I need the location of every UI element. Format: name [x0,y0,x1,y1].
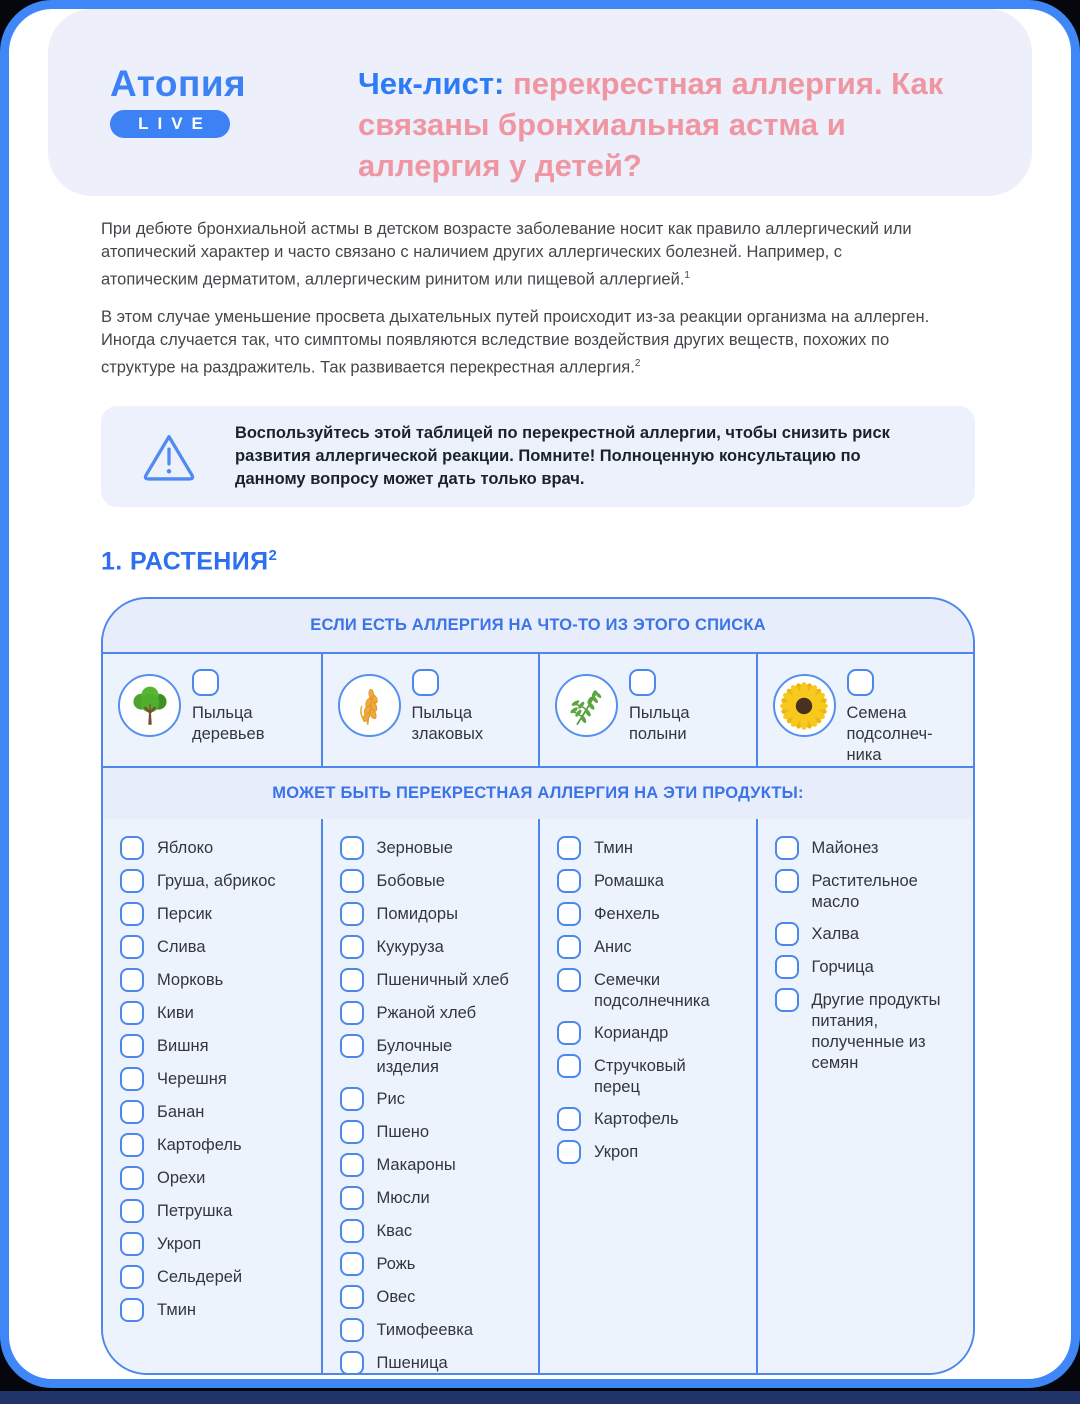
product-item [340,836,515,860]
product-label: Мюсли [376,1189,430,1208]
logo [110,63,358,138]
intro-paragraph-1 [101,218,935,292]
product-label: Семечки подсолнечника [594,971,710,1011]
product-item [557,1054,732,1098]
product-checkbox[interactable] [340,935,364,959]
product-item [557,935,732,959]
allergen-checkbox[interactable] [629,669,656,696]
product-column-sunflower [756,819,974,1375]
product-checkbox[interactable] [340,902,364,926]
product-label: Фенхель [594,905,660,924]
product-label: Укроп [594,1143,639,1162]
wormwood-icon [555,674,618,737]
product-label: Халва [811,925,860,944]
product-checkbox[interactable] [557,836,581,860]
product-item [120,1067,297,1091]
product-item [775,922,950,946]
product-label: Рис [376,1090,405,1109]
product-item [340,1034,515,1078]
product-label: Овес [376,1288,416,1307]
product-label: Булочные изделия [376,1037,453,1077]
table-header-allergens: ЕСЛИ ЕСТЬ АЛЛЕРГИЯ НА ЧТО-ТО ИЗ ЭТОГО СПИСКА [103,599,973,652]
product-item [557,836,732,860]
product-checkbox[interactable] [340,1001,364,1025]
product-checkbox[interactable] [340,968,364,992]
product-item [120,1199,297,1223]
title-rest: перекрестная аллергия. Как связаны бронхиальная астма и аллергия у детей? [358,66,944,183]
product-item [557,902,732,926]
product-item [340,1219,515,1243]
footnote-ref-2: 2 [634,357,641,369]
product-item [120,1265,297,1289]
product-label: Укроп [157,1235,202,1254]
footnote-ref-1: 1 [684,270,690,281]
product-item [340,1285,515,1309]
product-checkbox[interactable] [557,1021,581,1045]
product-label: Другие продукты питания, полученные из семян [811,991,941,1073]
product-label: Пшеница [376,1354,448,1373]
product-label: Ромашка [594,872,664,891]
product-checkbox[interactable] [775,836,799,860]
product-label: Горчица [811,958,874,977]
product-item [120,869,297,893]
product-item [557,1107,732,1131]
section-heading-text: 1. РАСТЕНИЯ [101,547,269,576]
intro-paragraph-2 [101,306,935,380]
product-checkbox[interactable] [340,1285,364,1309]
section-heading [101,547,979,576]
title-lead: Чек-лист: [358,66,505,101]
product-item [120,836,297,860]
product-item [120,1001,297,1025]
product-checkbox[interactable] [120,1133,144,1157]
product-checkbox[interactable] [120,902,144,926]
product-checkbox[interactable] [340,1034,364,1058]
product-label: Груша, абрикос [157,872,276,891]
product-checkbox[interactable] [557,902,581,926]
product-item [557,1021,732,1045]
product-label: Рожь [376,1255,416,1274]
product-item [557,869,732,893]
product-checkbox[interactable] [120,1199,144,1223]
product-item [557,1140,732,1164]
alert-text: Воспользуйтесь этой таблицей по перекрестной аллергии, чтобы снизить риск развития аллергической реакции. Помните! Полноценную консультацию по данному вопросу может дать только врач. [235,424,890,488]
product-checkbox[interactable] [340,1351,364,1375]
product-label: Ржаной хлеб [376,1004,477,1023]
allergen-row [103,652,973,768]
product-label: Картофель [157,1136,242,1155]
product-item [775,836,950,860]
product-column-wormwood [538,819,756,1375]
product-item [775,869,950,913]
product-checkbox[interactable] [340,836,364,860]
product-item [340,968,515,992]
wheat-icon [338,674,401,737]
allergen-cell-tree-pollen [103,654,321,766]
product-item [340,935,515,959]
allergen-label: Пыльца полыни [629,704,690,744]
product-label: Пшеничный хлеб [376,971,509,990]
product-checkbox[interactable] [120,1265,144,1289]
tree-icon [118,674,181,737]
product-label: Квас [376,1222,413,1241]
product-checkbox[interactable] [120,1298,144,1322]
product-checkbox[interactable] [340,1252,364,1276]
product-checkbox[interactable] [340,869,364,893]
allergen-cell-sunflower-seeds [756,654,974,766]
product-label: Картофель [594,1110,679,1129]
product-label: Стручковый перец [594,1057,686,1097]
product-item [120,1034,297,1058]
product-checkbox[interactable] [120,1001,144,1025]
product-checkbox[interactable] [340,1219,364,1243]
product-item [340,869,515,893]
product-item [120,1298,297,1322]
product-item [120,968,297,992]
product-checkbox[interactable] [120,869,144,893]
product-checkbox[interactable] [120,935,144,959]
product-label: Банан [157,1103,205,1122]
product-label: Зерновые [376,839,453,858]
product-checkbox[interactable] [340,1120,364,1144]
product-label: Помидоры [376,905,458,924]
product-checkbox[interactable] [340,1153,364,1177]
product-item [557,968,732,1012]
product-label: Анис [594,938,632,957]
product-item [340,1351,515,1375]
allergen-label: Пыльца деревьев [192,704,265,744]
product-item [120,1133,297,1157]
brand-name: Атопия [110,63,247,104]
product-checkbox[interactable] [557,1054,581,1078]
product-label: Орехи [157,1169,206,1188]
product-label: Черешня [157,1070,227,1089]
product-checkbox[interactable] [120,836,144,860]
product-label: Вишня [157,1037,209,1056]
allergen-cell-grass-pollen [321,654,539,766]
content [9,218,1071,1375]
product-checkbox[interactable] [340,1087,364,1111]
product-item [340,1318,515,1342]
product-label: Растительное масло [811,872,918,912]
product-checkbox[interactable] [120,1034,144,1058]
product-label: Морковь [157,971,224,990]
product-checkbox[interactable] [775,922,799,946]
product-item [120,935,297,959]
page-title [358,63,970,186]
product-label: Персик [157,905,212,924]
product-item [340,1153,515,1177]
intro-paragraph-2-text: В этом случае уменьшение просвета дыхательных путей происходит из-за реакции организма на аллерген. Иногда случается так, что симптомы появляются вследствие воздействия других веществ, похожих по структуре на раздражитель. Так развивается перекрестная аллергия. [101,307,930,376]
product-item [340,1252,515,1276]
bottom-strip [0,1391,1080,1404]
product-label: Тимофеевка [376,1321,474,1340]
product-checkbox[interactable] [775,988,799,1012]
product-label: Тмин [594,839,634,858]
product-checkbox[interactable] [557,869,581,893]
product-checkbox[interactable] [557,935,581,959]
allergen-cell-wormwood-pollen [538,654,756,766]
live-badge: LIVE [110,110,230,138]
product-label: Кукуруза [376,938,444,957]
product-item [120,1100,297,1124]
allergen-checkbox[interactable] [412,669,439,696]
product-column-tree [103,819,321,1375]
product-label: Петрушка [157,1202,233,1221]
alert-box [101,406,975,507]
header [48,9,1032,196]
allergen-checkbox[interactable] [847,669,874,696]
product-checkbox[interactable] [340,1186,364,1210]
product-item [340,1087,515,1111]
product-item [340,1186,515,1210]
sunflower-icon [773,674,836,737]
product-checkbox[interactable] [120,1232,144,1256]
product-item [775,988,950,1074]
product-checkbox[interactable] [775,869,799,893]
warning-triangle-icon [141,431,197,483]
allergen-checkbox[interactable] [192,669,219,696]
product-item [120,1166,297,1190]
product-checkbox[interactable] [120,968,144,992]
product-checkbox[interactable] [557,1107,581,1131]
product-item [120,1232,297,1256]
allergen-label: Семена подсолнечника [846,704,933,765]
product-item [340,902,515,926]
allergy-table [101,597,975,1375]
product-checkbox[interactable] [120,1067,144,1091]
products-row [103,819,973,1375]
product-label: Слива [157,938,206,957]
product-label: Майонез [811,839,879,858]
section-footnote-ref: 2 [268,547,278,564]
product-checkbox[interactable] [557,1140,581,1164]
product-label: Бобовые [376,872,445,891]
product-label: Макароны [376,1156,456,1175]
product-item [775,955,950,979]
product-label: Кориандр [594,1024,669,1043]
product-item [340,1120,515,1144]
product-label: Тмин [157,1301,197,1320]
product-column-grass [321,819,539,1375]
product-checkbox[interactable] [120,1100,144,1124]
allergen-label: Пыльца злаковых [411,704,484,744]
product-item [120,902,297,926]
product-label: Сельдерей [157,1268,243,1287]
product-checkbox[interactable] [340,1318,364,1342]
product-checkbox[interactable] [775,955,799,979]
table-header-products: МОЖЕТ БЫТЬ ПЕРЕКРЕСТНАЯ АЛЛЕРГИЯ НА ЭТИ ПРОДУКТЫ: [103,768,973,819]
intro-paragraph-1-text: При дебюте бронхиальной астмы в детском возрасте заболевание носит как правило аллергический или атопический характер и часто связано с наличием других аллергических болезней. Например, с атопическим дерматитом, аллергическим ринитом или пищевой аллергией. [101,220,912,289]
product-label: Яблоко [157,839,214,858]
product-label: Киви [157,1004,194,1023]
product-checkbox[interactable] [120,1166,144,1190]
product-label: Пшено [376,1123,430,1142]
product-item [340,1001,515,1025]
product-checkbox[interactable] [557,968,581,992]
